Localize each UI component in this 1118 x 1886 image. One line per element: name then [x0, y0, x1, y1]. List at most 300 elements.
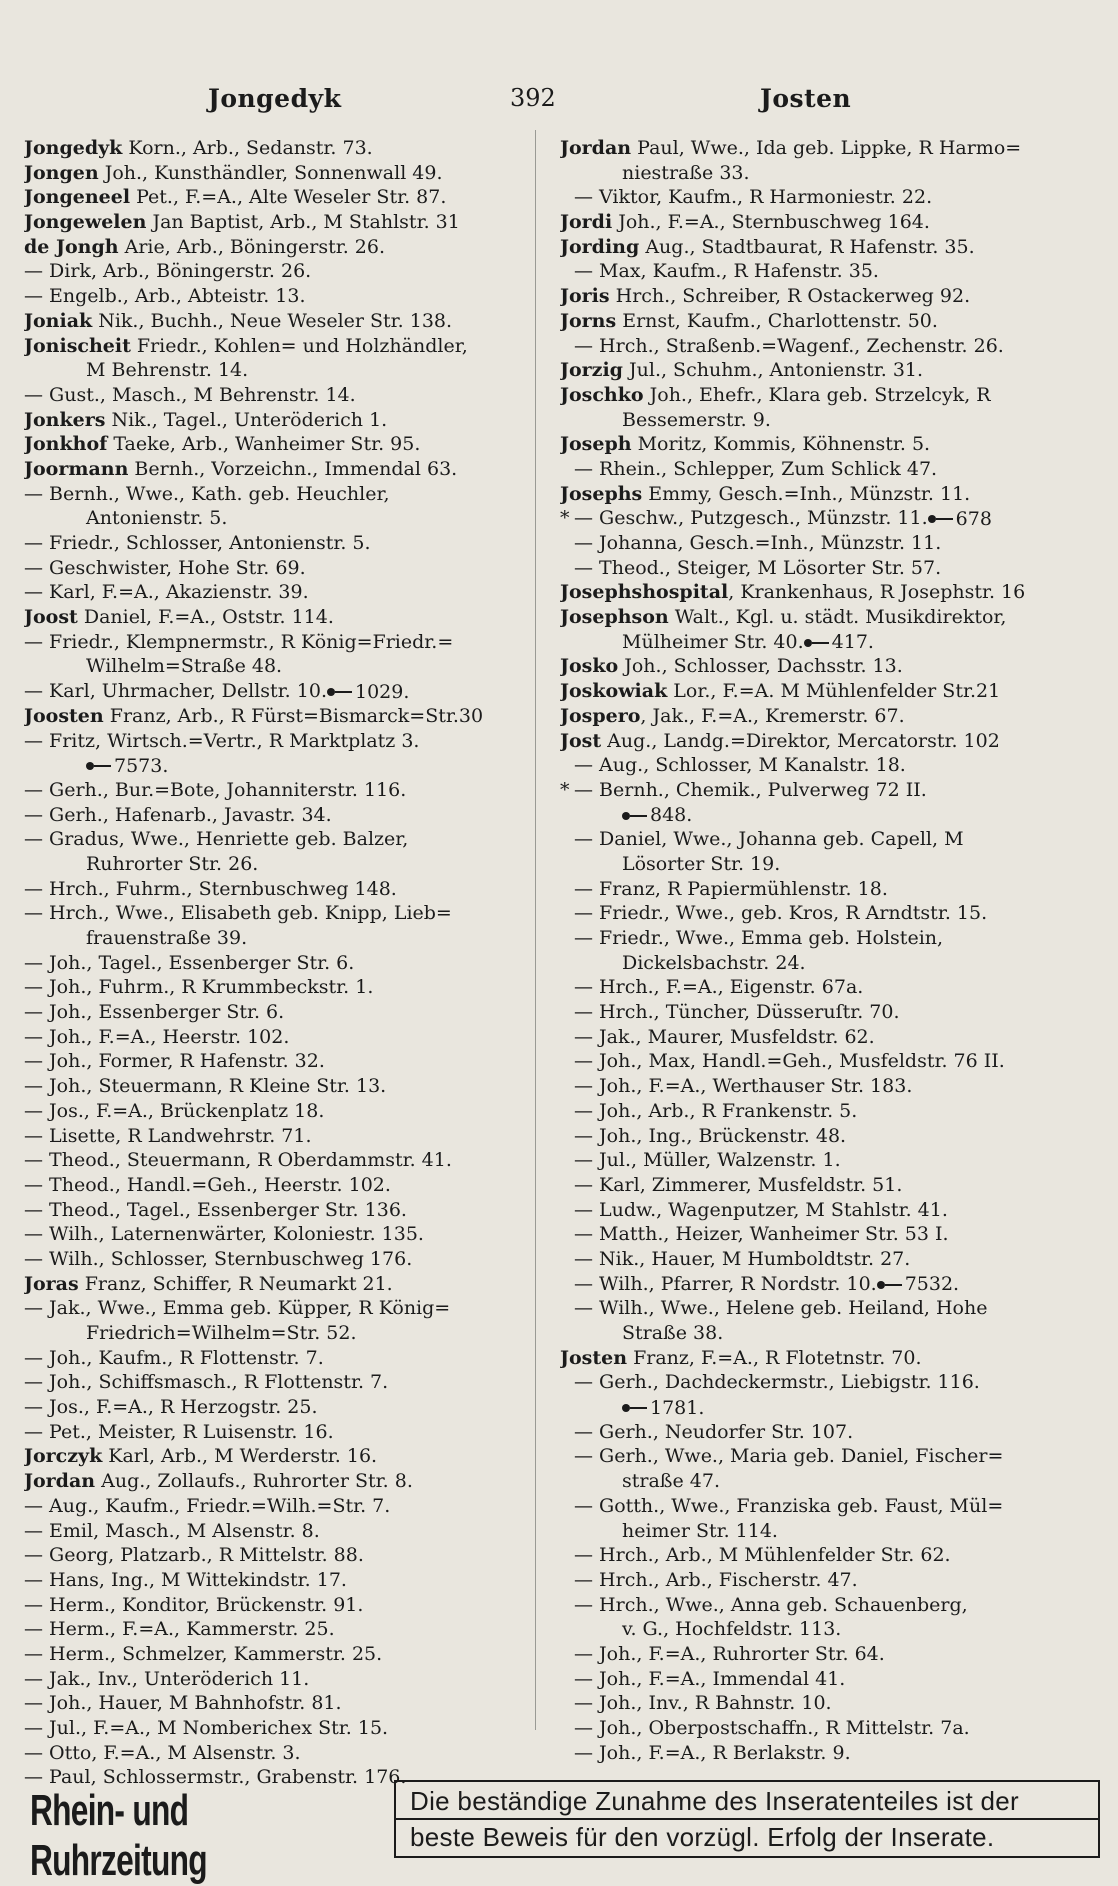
- entry-surname: Joost: [24, 606, 78, 629]
- entry-surname: Joris: [560, 285, 610, 308]
- entry-text: — Wilh., Pfarrer, R Nordstr. 10.: [574, 1272, 877, 1295]
- entry-subline: [24, 1198, 534, 1223]
- phone-number: 417.: [831, 631, 874, 654]
- entry-text: — Hrch., Wwe., Elisabeth geb. Knipp, Lieb=: [24, 902, 452, 925]
- entry-subline: [560, 1074, 1100, 1099]
- entry-surname: Jordi: [560, 211, 613, 234]
- entry-surname: Jongeneel: [24, 186, 131, 209]
- entry-text: Ruhrorter Str. 26.: [86, 852, 259, 875]
- entry-subline: [24, 556, 534, 581]
- entry-surname: de Jongh: [24, 235, 119, 258]
- entry-text: — Hrch., Wwe., Anna geb. Schauenberg,: [574, 1593, 968, 1616]
- entry-continuation: [560, 951, 1100, 976]
- entry-text: — Pet., Meister, R Luisenstr. 16.: [24, 1420, 334, 1443]
- entry-continuation: [24, 358, 534, 383]
- entry-subline: [24, 580, 534, 605]
- entry-text: v. G., Hochfeldstr. 113.: [622, 1618, 842, 1641]
- entry-line: [24, 408, 534, 433]
- entry-line: [24, 210, 534, 235]
- entry-subline: [24, 1296, 534, 1321]
- entry-surname: Joras: [24, 1272, 79, 1295]
- entry-text: Nik., Buchh., Neue Weseler Str. 138.: [92, 309, 453, 332]
- telephone-icon: [86, 761, 112, 771]
- entry-subline: [24, 1148, 534, 1173]
- asterisk-mark: *: [560, 507, 570, 530]
- entry-subline: [24, 1000, 534, 1025]
- entry-text: — Emil, Masch., M Alsenstr. 8.: [24, 1519, 320, 1542]
- entry-subline: [560, 1444, 1100, 1469]
- entry-continuation: [560, 852, 1100, 877]
- entry-text: niestraße 33.: [622, 161, 750, 184]
- entry-text: — Hrch., Fuhrm., Sternbuschweg 148.: [24, 877, 397, 900]
- entry-text: — Bernh., Chemik., Pulverweg 72 II.: [574, 778, 927, 801]
- phone-reference: [622, 803, 692, 827]
- entry-subline: [24, 729, 534, 754]
- entry-text: Jan Baptist, Arb., M Stahlstr. 31: [146, 211, 460, 234]
- entry-line: [560, 1346, 1100, 1371]
- entry-subline: [560, 1124, 1100, 1149]
- entry-line: [24, 235, 534, 260]
- entry-subline: [560, 1568, 1100, 1593]
- entry-line: [560, 136, 1100, 161]
- entry-subline: [24, 1420, 534, 1445]
- entry-subline: [24, 1741, 534, 1766]
- entry-text: — Friedr., Schlosser, Antonienstr. 5.: [24, 532, 371, 554]
- entry-text: — Matth., Heizer, Wanheimer Str. 53 I.: [574, 1223, 949, 1246]
- entry-text: — Joh., Oberpostschaffn., R Mittelstr. 7a.: [574, 1717, 970, 1739]
- entry-continuation: [560, 1321, 1100, 1346]
- entry-subline: [560, 1296, 1100, 1321]
- entry-subline: [560, 1593, 1100, 1618]
- entry-text: — Joh., Schiffsmasch., R Flottenstr. 7.: [24, 1371, 389, 1394]
- entry-surname: Jonkers: [24, 408, 106, 431]
- entry-text: — Joh., Arb., R Frankenstr. 5.: [574, 1099, 858, 1122]
- entry-line: [24, 1469, 534, 1494]
- entry-line: [24, 136, 534, 161]
- entry-surname: Jordan: [560, 137, 632, 159]
- entry-surname: Jorczyk: [24, 1445, 103, 1468]
- entry-subline: [24, 901, 534, 926]
- entry-subline: [24, 1593, 534, 1618]
- entry-line: [24, 1444, 534, 1469]
- entry-subline: [560, 457, 1100, 482]
- entry-line: [560, 235, 1100, 260]
- entry-subline: [24, 679, 534, 704]
- entry-text: frauenstraße 39.: [86, 927, 248, 949]
- entry-text: Nik., Tagel., Unteröderich 1.: [105, 408, 388, 431]
- telephone-icon: [327, 687, 353, 697]
- entry-line: [560, 679, 1100, 704]
- entry-surname: Jost: [560, 729, 602, 752]
- entry-line: [560, 704, 1100, 729]
- entry-subline: [560, 1494, 1100, 1519]
- entry-text: — Gradus, Wwe., Henriette geb. Balzer,: [24, 828, 409, 851]
- entry-text: Dickelsbachstr. 24.: [622, 951, 806, 974]
- ad-line-1: Die beständige Zunahme des Inseratenteiles ist der: [410, 1786, 1020, 1816]
- entry-text: — Wilh., Schlosser, Sternbuschweg 176.: [24, 1247, 413, 1270]
- entry-text: — Gotth., Wwe., Franziska geb. Faust, Mül=: [574, 1494, 1004, 1517]
- entry-text: , Jak., F.=A., Kremerstr. 67.: [640, 704, 905, 727]
- entry-subline: [560, 1272, 1100, 1297]
- entry-text: Aug., Zollaufs., Ruhrorter Str. 8.: [95, 1470, 413, 1493]
- entry-surname: Jongen: [24, 161, 99, 184]
- entry-subline: [560, 1667, 1100, 1692]
- entry-continuation: [24, 753, 534, 778]
- entry-text: Franz, Arb., R Fürst=Bismarck=Str.30: [103, 704, 484, 727]
- entry-text: — Joh., Inv., R Bahnstr. 10.: [574, 1692, 832, 1715]
- entry-line: [560, 580, 1100, 605]
- entry-text: Ernst, Kaufm., Charlottenstr. 50.: [616, 309, 938, 332]
- entry-text: — Joh., Former, R Hafenstr. 32.: [24, 1050, 325, 1073]
- entry-text: — Hrch., Arb., M Mühlenfelder Str. 62.: [574, 1544, 951, 1567]
- phone-reference: [877, 1272, 959, 1296]
- phone-reference: [928, 507, 992, 531]
- entry-text: — Franz, R Papiermühlenstr. 18.: [574, 877, 888, 900]
- phone-number: 678: [955, 507, 992, 530]
- entry-subline: [560, 827, 1100, 852]
- entry-text: — Karl, Zimmerer, Musfeldstr. 51.: [574, 1173, 903, 1196]
- entry-subline: [560, 1247, 1100, 1272]
- entry-line: [24, 334, 534, 359]
- entry-text: Walt., Kgl. u. städt. Musikdirektor,: [668, 606, 1007, 629]
- entry-text: — Otto, F.=A., M Alsenstr. 3.: [24, 1741, 301, 1764]
- entry-subline: [24, 284, 534, 309]
- entry-subline: [560, 1716, 1100, 1741]
- entry-text: — Gust., Masch., M Behrenstr. 14.: [24, 383, 356, 406]
- entry-surname: Joosten: [24, 704, 104, 727]
- entry-surname: Josephs: [560, 482, 643, 505]
- entry-surname: Jospero: [560, 704, 641, 727]
- entry-surname: Jording: [560, 235, 640, 258]
- entry-subline: [24, 1519, 534, 1544]
- entry-text: — Theod., Steiger, M Lösorter Str. 57.: [574, 556, 942, 579]
- entry-continuation: [24, 852, 534, 877]
- entry-text: — Fritz, Wirtsch.=Vertr., R Marktplatz 3.: [24, 729, 420, 752]
- entry-continuation: [560, 161, 1100, 186]
- entry-text: — Herm., F.=A., Kammerstr. 25.: [24, 1618, 335, 1641]
- entry-line: [560, 383, 1100, 408]
- entry-subline: [560, 901, 1100, 926]
- entry-subline: [24, 1346, 534, 1371]
- entry-subline: [560, 1420, 1100, 1445]
- entry-subline: [24, 1124, 534, 1149]
- entry-text: Hrch., Schreiber, R Ostackerweg 92.: [609, 285, 971, 308]
- entry-text: Lor., F.=A. M Mühlenfelder Str.21: [667, 680, 1001, 703]
- entry-line: [24, 432, 534, 457]
- entry-subline: [24, 1247, 534, 1272]
- entry-continuation: [560, 1395, 1100, 1420]
- entry-surname: Jorns: [560, 309, 617, 332]
- entry-text: Mülheimer Str. 40.: [622, 630, 804, 653]
- phone-reference: [327, 680, 409, 704]
- entry-line: [24, 457, 534, 482]
- entry-subline: [24, 1617, 534, 1642]
- phone-reference: [622, 1396, 704, 1420]
- entry-subline: [24, 1222, 534, 1247]
- entry-subline: [24, 1568, 534, 1593]
- entry-text: Paul, Wwe., Ida geb. Lippke, R Harmo=: [631, 137, 1022, 159]
- entry-text: Daniel, F.=A., Oststr. 114.: [77, 606, 334, 629]
- entry-continuation: [560, 1519, 1100, 1544]
- entry-text: — Dirk, Arb., Böningerstr. 26.: [24, 260, 312, 283]
- entry-text: Friedrich=Wilhelm=Str. 52.: [86, 1322, 357, 1344]
- entry-line: [560, 482, 1100, 507]
- entry-text: Bessemerstr. 9.: [622, 408, 771, 431]
- entry-subline: [560, 753, 1100, 778]
- advertisement: [20, 1780, 1100, 1885]
- entry-text: — Hrch., Straßenb.=Wagenf., Zechenstr. 26.: [574, 334, 1004, 357]
- entry-line: [560, 284, 1100, 309]
- entry-line: [560, 432, 1100, 457]
- phone-number: 848.: [650, 804, 693, 827]
- entry-subline: [560, 1642, 1100, 1667]
- entry-text: — Hrch., F.=A., Eigenstr. 67a.: [574, 976, 864, 999]
- entry-surname: Jordan: [24, 1470, 96, 1493]
- entry-subline: [560, 1099, 1100, 1124]
- entry-text: — Joh., Ing., Brückenstr. 48.: [574, 1124, 847, 1147]
- entry-text: — Gerh., Dachdeckermstr., Liebigstr. 116.: [574, 1371, 980, 1394]
- telephone-icon: [877, 1280, 903, 1290]
- entry-line: [24, 185, 534, 210]
- entry-text: — Aug., Kaufm., Friedr.=Wilh.=Str. 7.: [24, 1494, 391, 1517]
- entry-text: — Joh., F.=A., Immendal 41.: [574, 1667, 846, 1690]
- entry-text: — Theod., Steuermann, R Oberdammstr. 41.: [24, 1149, 452, 1172]
- entry-subline: [24, 482, 534, 507]
- entry-line: [560, 605, 1100, 630]
- entry-continuation: [24, 1321, 534, 1346]
- entry-text: Franz, Schiffer, R Neumarkt 21.: [78, 1272, 393, 1295]
- entry-text: — Geschwister, Hohe Str. 69.: [24, 556, 306, 579]
- entry-surname: Jonischeit: [24, 334, 131, 357]
- entry-text: Aug., Stadtbaurat, R Hafenstr. 35.: [639, 235, 975, 258]
- entry-text: — Aug., Schlosser, M Kanalstr. 18.: [574, 754, 906, 777]
- entry-continuation: [560, 630, 1100, 655]
- entry-subline: [560, 259, 1100, 284]
- entry-text: — Daniel, Wwe., Johanna geb. Capell, M: [574, 828, 964, 851]
- entry-text: Korn., Arb., Sedanstr. 73.: [122, 137, 373, 159]
- entry-subline: [24, 1074, 534, 1099]
- entry-subline: [24, 259, 534, 284]
- entry-text: — Friedr., Wwe., geb. Kros, R Arndtstr. 15.: [574, 902, 988, 925]
- entry-text: Antonienstr. 5.: [86, 507, 228, 530]
- entry-subline: [24, 383, 534, 408]
- entry-subline: [560, 1025, 1100, 1050]
- entry-text: Pet., F.=A., Alte Weseler Str. 87.: [130, 186, 447, 209]
- entry-text: — Gerh., Wwe., Maria geb. Daniel, Fischer=: [574, 1445, 1004, 1468]
- entry-text: Emmy, Gesch.=Inh., Münzstr. 11.: [642, 482, 971, 505]
- entry-text: straße 47.: [622, 1470, 720, 1493]
- entry-text: — Ludw., Wagenputzer, M Stahlstr. 41.: [574, 1198, 948, 1221]
- entry-subline: [24, 1370, 534, 1395]
- entry-subline: [24, 1642, 534, 1667]
- left-column: [24, 136, 534, 1790]
- entry-text: — Joh., F.=A., Ruhrorter Str. 64.: [574, 1642, 885, 1665]
- entry-subline: [24, 1716, 534, 1741]
- entry-surname: Jongedyk: [24, 137, 123, 159]
- entry-surname: Joschko: [560, 383, 644, 406]
- entry-text: — Jos., F.=A., Brückenplatz 18.: [24, 1099, 325, 1122]
- entry-text: — Nik., Hauer, M Humboldtstr. 27.: [574, 1247, 911, 1270]
- entry-continuation: [24, 926, 534, 951]
- page-number: 392: [510, 84, 556, 112]
- entry-text: Franz, F.=A., R Flotetnstr. 70.: [627, 1346, 922, 1369]
- entry-subline: [560, 334, 1100, 359]
- entry-continuation: [24, 654, 534, 679]
- entry-subline: [24, 1691, 534, 1716]
- entry-text: — Geschw., Putzgesch., Münzstr. 11.: [574, 507, 928, 530]
- entry-text: — Theod., Tagel., Essenberger Str. 136.: [24, 1198, 407, 1221]
- entry-subline: [560, 1198, 1100, 1223]
- entry-surname: Joniak: [24, 309, 93, 332]
- phone-reference: [804, 630, 874, 654]
- entry-continuation: [560, 408, 1100, 433]
- entry-text: Aug., Landg.=Direktor, Mercatorstr. 102: [601, 729, 1000, 752]
- entry-subline: [560, 1370, 1100, 1395]
- ad-rule: [396, 1818, 1098, 1820]
- entry-subline: [24, 1049, 534, 1074]
- entry-subline: [560, 1000, 1100, 1025]
- entry-subline: [24, 1543, 534, 1568]
- entry-text: Joh., Kunsthändler, Sonnenwall 49.: [98, 161, 443, 184]
- entry-text: — Joh., Max, Handl.=Geh., Musfeldstr. 76 II.: [574, 1050, 1005, 1073]
- entry-surname: Josko: [560, 655, 619, 678]
- entry-line: [24, 704, 534, 729]
- entry-text: Arie, Arb., Böningerstr. 26.: [118, 235, 386, 258]
- entry-continuation: [560, 1469, 1100, 1494]
- entry-subline: [24, 1099, 534, 1124]
- entry-text: Straße 38.: [622, 1322, 724, 1344]
- entry-text: Joh., Schlosser, Dachsstr. 13.: [618, 655, 903, 678]
- entry-text: — Engelb., Arb., Abteistr. 13.: [24, 285, 306, 308]
- entry-text: — Viktor, Kaufm., R Harmoniestr. 22.: [574, 186, 933, 209]
- entry-line: [560, 729, 1100, 754]
- entry-subline: [24, 778, 534, 803]
- entry-continuation: [560, 803, 1100, 828]
- entry-text: — Bernh., Wwe., Kath. geb. Heuchler,: [24, 482, 390, 505]
- entry-subline: [24, 1025, 534, 1050]
- entry-subline: [560, 1691, 1100, 1716]
- entry-line: [24, 605, 534, 630]
- entry-surname: Josten: [560, 1346, 628, 1369]
- entry-text: — Karl, F.=A., Akazienstr. 39.: [24, 581, 309, 604]
- header-left-keyword: Jongedyk: [208, 84, 342, 113]
- entry-subline: [560, 1741, 1100, 1766]
- entry-surname: Joseph: [560, 433, 632, 456]
- entry-continuation: [560, 1617, 1100, 1642]
- entry-subline: [24, 1395, 534, 1420]
- entry-text: — Max, Kaufm., R Hafenstr. 35.: [574, 260, 879, 283]
- entry-line: [560, 358, 1100, 383]
- entry-line: [24, 161, 534, 186]
- entry-text: — Wilh., Laternenwärter, Koloniestr. 135.: [24, 1223, 424, 1246]
- entry-text: Karl, Arb., M Werderstr. 16.: [102, 1445, 378, 1468]
- entry-subline: [560, 1543, 1100, 1568]
- phone-number: 1781.: [650, 1396, 705, 1419]
- phone-number: 7532.: [904, 1273, 960, 1296]
- entry-text: Joh., Ehefr., Klara geb. Strzelcyk, R: [643, 383, 991, 406]
- phone-reference: [86, 754, 168, 778]
- entry-subline: [24, 951, 534, 976]
- entry-text: — Herm., Schmelzer, Kammerstr. 25.: [24, 1642, 383, 1665]
- entry-subline: [24, 1494, 534, 1519]
- entry-subline: [24, 803, 534, 828]
- entry-subline: [560, 778, 1100, 803]
- entry-subline: [560, 877, 1100, 902]
- entry-text: Wilhelm=Straße 48.: [86, 655, 283, 678]
- entry-subline: [560, 1148, 1100, 1173]
- entry-text: — Hrch., Tüncher, Düsseruſtr. 70.: [574, 1001, 900, 1024]
- entry-surname: Jonkhof: [24, 433, 108, 456]
- entry-text: — Wilh., Wwe., Helene geb. Heiland, Hohe: [574, 1297, 988, 1320]
- entry-subline: [560, 556, 1100, 581]
- entry-text: Friedr., Kohlen= und Holzhändler,: [130, 334, 468, 357]
- entry-subline: [560, 1222, 1100, 1247]
- entry-text: — Joh., F.=A., Werthauser Str. 183.: [574, 1075, 913, 1098]
- entry-text: — Lisette, R Landwehrstr. 71.: [24, 1124, 312, 1147]
- entry-text: — Karl, Uhrmacher, Dellstr. 10.: [24, 680, 327, 703]
- entry-surname: Joskowiak: [560, 680, 668, 703]
- right-column: [560, 136, 1100, 1765]
- entry-line: [560, 309, 1100, 334]
- entry-subline: [24, 827, 534, 852]
- entry-line: [24, 1272, 534, 1297]
- entry-text: — Georg, Platzarb., R Mittelstr. 88.: [24, 1544, 364, 1567]
- entry-text: — Hans, Ing., M Wittekindstr. 17.: [24, 1568, 347, 1591]
- entry-text: — Herm., Konditor, Brückenstr. 91.: [24, 1593, 364, 1616]
- entry-text: — Joh., Fuhrm., R Krummbeckstr. 1.: [24, 976, 374, 999]
- entry-subline: [560, 185, 1100, 210]
- telephone-icon: [622, 811, 648, 821]
- entry-subline: [560, 926, 1100, 951]
- entry-text: — Paul, Schlossermstr., Grabenstr. 176.: [24, 1766, 407, 1789]
- phone-number: 1029.: [354, 680, 410, 703]
- telephone-icon: [804, 638, 830, 648]
- entry-text: — Gerh., Neudorfer Str. 107.: [574, 1420, 854, 1443]
- entry-subline: [560, 1049, 1100, 1074]
- entry-text: , Krankenhaus, R Josephstr. 16: [728, 581, 1026, 604]
- entry-text: Lösorter Str. 19.: [622, 852, 781, 875]
- entry-subline: [560, 506, 1100, 531]
- entry-text: Jul., Schuhm., Antonienstr. 31.: [622, 359, 924, 382]
- entry-surname: Jorzig: [560, 359, 623, 382]
- entry-text: — Rhein., Schlepper, Zum Schlick 47.: [574, 457, 938, 480]
- entry-text: — Joh., F.=A., R Berlakstr. 9.: [574, 1741, 851, 1764]
- entry-text: M Behrenstr. 14.: [86, 359, 249, 382]
- entry-surname: Jongewelen: [24, 211, 147, 234]
- phone-number: 7573.: [114, 754, 169, 777]
- entry-surname: Joormann: [24, 457, 129, 480]
- entry-text: — Jul., F.=A., M Nomberichex Str. 15.: [24, 1717, 389, 1739]
- entry-text: — Johanna, Gesch.=Inh., Münzstr. 11.: [574, 532, 942, 554]
- entry-text: — Gerh., Bur.=Bote, Johanniterstr. 116.: [24, 778, 407, 801]
- entry-text: — Jos., F.=A., R Herzogstr. 25.: [24, 1396, 318, 1419]
- entry-subline: [24, 630, 534, 655]
- entry-text: — Theod., Handl.=Geh., Heerstr. 102.: [24, 1173, 391, 1196]
- entry-text: Taeke, Arb., Wanheimer Str. 95.: [107, 433, 421, 456]
- column-divider: [535, 130, 536, 1730]
- ad-newspaper-title: Rhein- und Ruhrzeitung: [30, 1786, 207, 1885]
- entry-text: Joh., F.=A., Sternbuschweg 164.: [612, 211, 930, 234]
- page-header: [0, 84, 1118, 124]
- entry-text: — Joh., Kaufm., R Flottenstr. 7.: [24, 1346, 324, 1369]
- entry-line: [560, 210, 1100, 235]
- entry-line: [560, 654, 1100, 679]
- entry-line: [24, 309, 534, 334]
- entry-text: Moritz, Kommis, Köhnenstr. 5.: [631, 433, 931, 456]
- entry-subline: [24, 1173, 534, 1198]
- entry-text: — Friedr., Wwe., Emma geb. Holstein,: [574, 927, 944, 949]
- entry-text: heimer Str. 114.: [622, 1519, 778, 1542]
